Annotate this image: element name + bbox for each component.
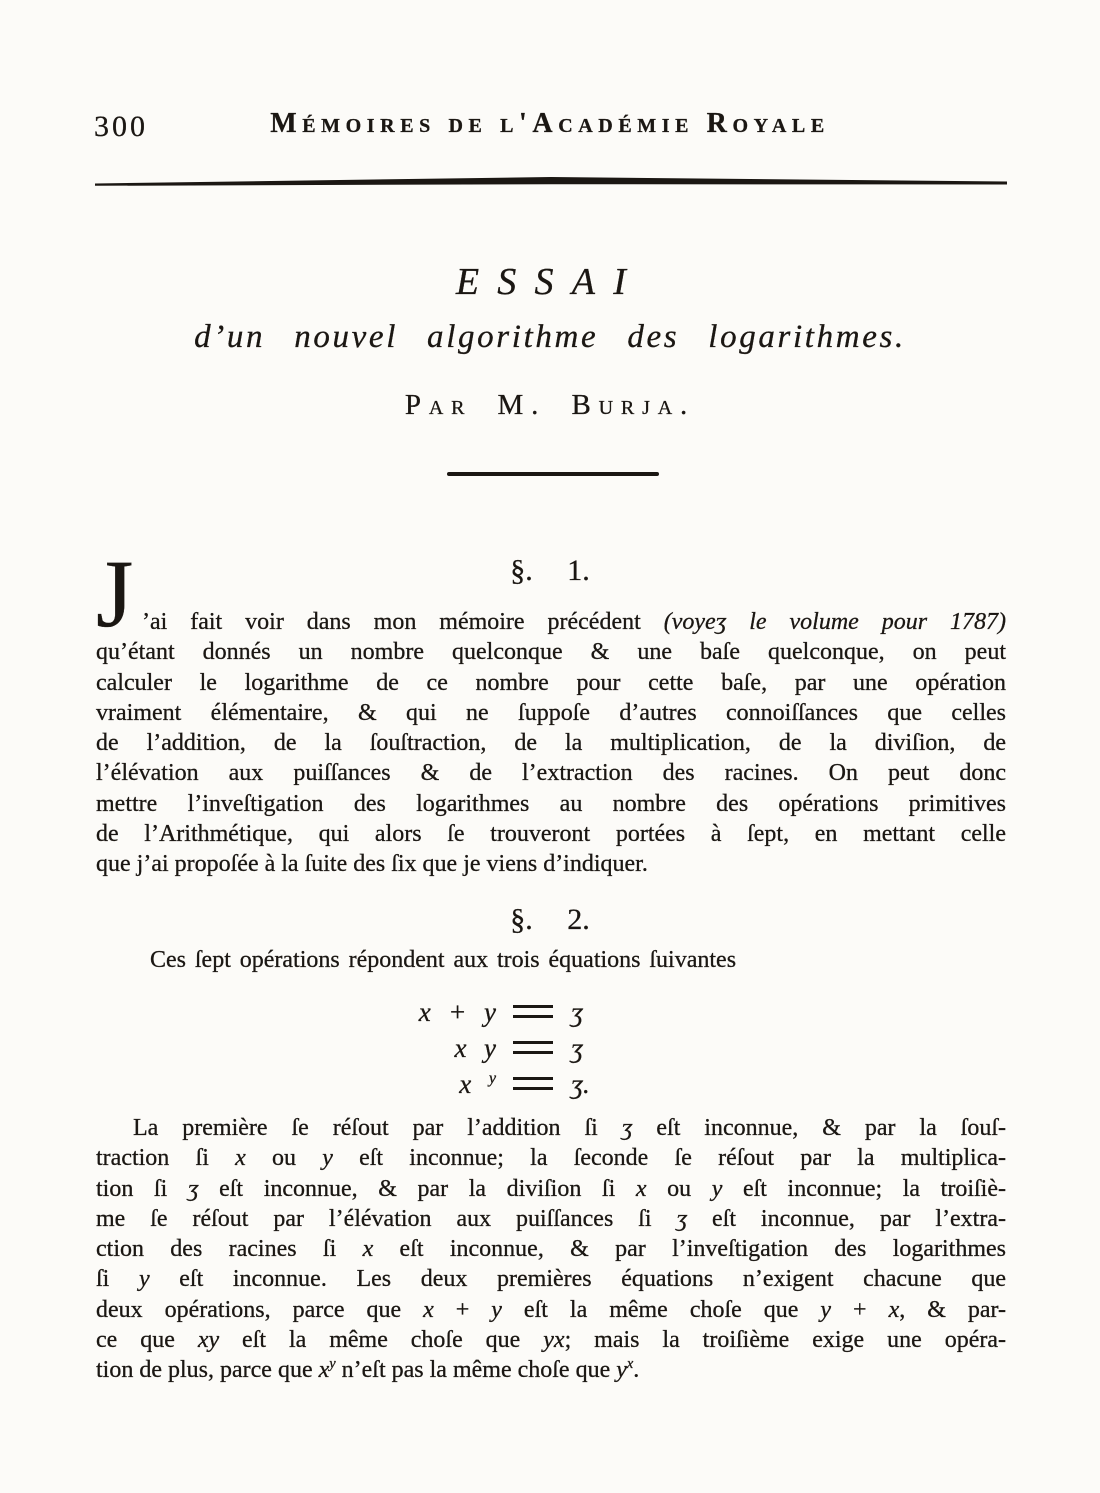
title-divider-rule (447, 472, 659, 476)
section-2-heading: §. 2. (510, 903, 590, 936)
text-line: calculer le logarithme de ce nombre pour cette baſe, par une opération (96, 669, 1006, 696)
text-line: mettre l’inveſtigation des logarithmes au nombre des opérations primitives (96, 790, 1006, 817)
section-1-paragraph (96, 540, 1007, 880)
equation-left-side: x y (454, 1033, 496, 1063)
section-2-paragraph (96, 1113, 1006, 1386)
text-line: deux opérations, parce que x + y eſt la même choſe que y + x, & par- (96, 1296, 1006, 1323)
text-line: ce que xy eſt la même choſe que yx; mais la troiſième exige une opéra- (96, 1327, 1006, 1354)
equation-left-side: x $^y$ (459, 1069, 496, 1099)
section-1-heading: §. 1. (510, 554, 590, 587)
section-2-lines (96, 1113, 1006, 1386)
text-line: l’élévation aux puiſſances & de l’extraction des racines. On peut donc (96, 760, 1006, 787)
header-rule (95, 175, 1007, 189)
text-line: tion ſi ʒ eſt inconnue, & par la diviſion ſi x ou y eſt inconnue; la troiſiè- (96, 1175, 1006, 1202)
section-1-lines (96, 607, 1006, 880)
equation-right-side: ʒ (571, 997, 583, 1027)
text-line: traction ſi x ou y eſt inconnue; la ſeconde ſe réſout par la multiplica- (96, 1145, 1007, 1172)
equals-sign (513, 1041, 553, 1054)
equals-sign (513, 1005, 553, 1018)
equals-sign (513, 1077, 553, 1090)
text-line: que j’ai propoſée à la ſuite des ſix que je viens d’indiquer. (96, 851, 648, 878)
text-line: qu’étant donnés un nombre quelconque & une baſe quelconque, on peut (96, 639, 1006, 666)
page-number: 300 (94, 110, 148, 143)
article-subtitle: d’un nouvel algorithme des logarithmes. (194, 319, 906, 355)
article-title: ESSAI (455, 261, 645, 303)
equation-right-side: ʒ (571, 1033, 583, 1063)
text-line: vraiment élémentaire, & qui ne ſuppoſe d’autres connoiſſances que celles (96, 699, 1006, 726)
equation-row (0, 1066, 1100, 1102)
equation-row (0, 994, 1100, 1030)
dropcap-initial-J: J (96, 540, 134, 647)
equation-block (0, 994, 1100, 1102)
text-line: ſi y eſt inconnue. Les deux premières équations n’exigent chacune que (96, 1266, 1006, 1293)
section-2-intro-line: Ces ſept opérations répondent aux trois équations ſuivantes (150, 947, 737, 973)
text-line: La première ſe réſout par l’addition ſi ʒ eſt inconnue, & par la ſouſ- (133, 1115, 1007, 1141)
author-byline: Par M. Burja. (404, 389, 696, 421)
text-line: de l’addition, de la ſouſtraction, de la multiplication, de la diviſion, de (96, 730, 1006, 757)
text-line: ction des racines ſi x eſt inconnue, & par l’inveſtigation des logarithmes (96, 1236, 1007, 1263)
text-line: de l’Arithmétique, qui alors ſe trouveront portées à ſept, en mettant celle (96, 821, 1006, 848)
equation-row (0, 1030, 1100, 1066)
equation-left-side: x + y (418, 997, 496, 1027)
text-line: me ſe réſout par l’élévation aux puiſſances ſi ʒ eſt inconnue, par l’extra- (96, 1205, 1006, 1232)
text-line: ’ai fait voir dans mon mémoire précédent (voyeʒ le volume pour 1787) (142, 609, 1007, 635)
text-line: tion de plus, parce que $x^y$ n’eſt pas la même choſe que $y^x$. (96, 1356, 640, 1384)
running-head-title: Mémoires de l'Académie Royale (270, 108, 830, 139)
equation-right-side: ʒ. (571, 1069, 590, 1099)
